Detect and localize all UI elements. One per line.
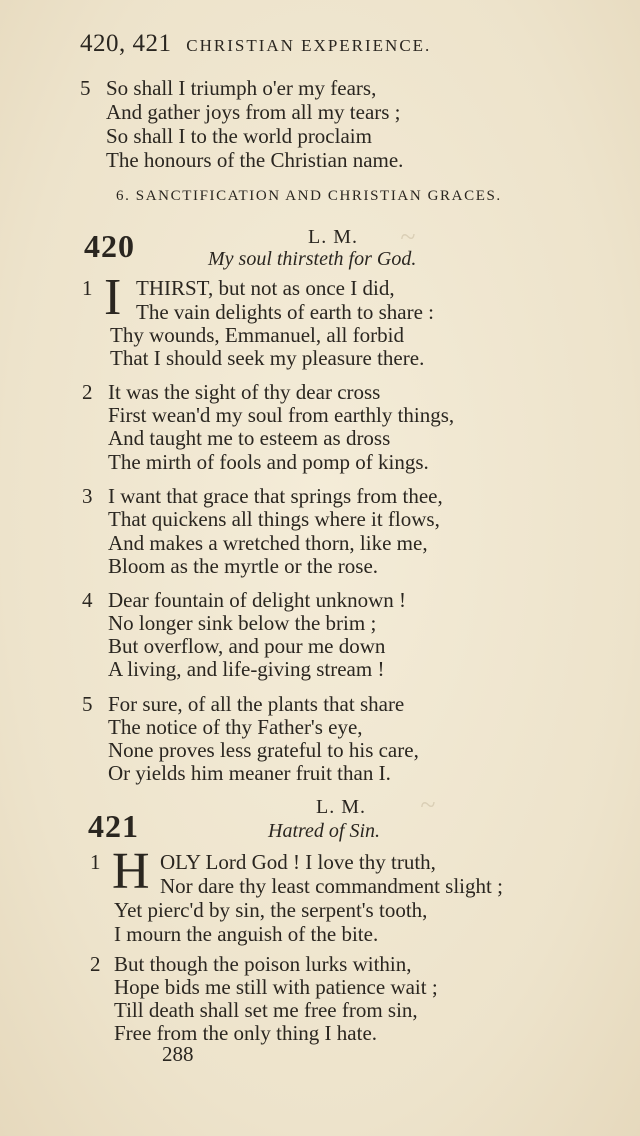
verse-line: It was the sight of thy dear cross [108, 380, 381, 404]
verse-number: 1 [90, 850, 101, 874]
verse-line: A living, and life-giving stream ! [108, 657, 385, 681]
prev-verse-number: 5 [80, 76, 91, 100]
verse-line: But overflow, and pour me down [108, 634, 386, 658]
verse-line: That I should seek my pleasure there. [110, 346, 425, 370]
page-number: 288 [162, 1042, 194, 1066]
ink-smudge: ~ [400, 222, 416, 253]
section-heading: 6. SANCTIFICATION AND CHRISTIAN GRACES. [116, 188, 502, 204]
hymn-meter: L. M. [316, 796, 366, 818]
hymn-number: 421 [88, 808, 139, 844]
verse-line: Or yields him meaner fruit than I. [108, 761, 391, 785]
verse-line: I mourn the anguish of the bite. [114, 922, 379, 946]
verse-number: 5 [82, 692, 93, 716]
drop-cap: I [104, 269, 122, 326]
prev-verse-line: So shall I triumph o'er my fears, [106, 76, 377, 100]
verse-line: Dear fountain of delight unknown ! [108, 588, 407, 612]
hymn-title: My soul thirsteth for God. [208, 248, 417, 270]
running-head-numbers: 420, 421 [80, 30, 172, 57]
hymn-meter: L. M. [308, 226, 358, 248]
verse-line: Free from the only thing I hate. [114, 1021, 378, 1045]
verse-line: But though the poison lurks within, [114, 952, 412, 976]
verse-line: Thy wounds, Emmanuel, all forbid [110, 323, 404, 347]
verse-number: 4 [82, 588, 93, 612]
verse-line: That quickens all things where it flows, [108, 507, 440, 531]
verse-line: The mirth of fools and pomp of kings. [108, 450, 429, 474]
verse-number: 1 [82, 276, 93, 300]
verse-line: No longer sink below the brim ; [108, 611, 377, 635]
ink-smudge: ~ [420, 790, 436, 821]
verse-line: Hope bids me still with patience wait ; [114, 975, 438, 999]
verse-line: Bloom as the myrtle or the rose. [108, 554, 379, 578]
verse-number: 2 [82, 380, 93, 404]
prev-verse-line: The honours of the Christian name. [106, 148, 404, 172]
verse-line: First wean'd my soul from earthly things, [108, 403, 455, 427]
verse-number: 3 [82, 484, 93, 508]
prev-verse-line: And gather joys from all my tears ; [106, 100, 401, 124]
verse-line: And makes a wretched thorn, like me, [108, 531, 428, 555]
verse-line: For sure, of all the plants that share [108, 692, 405, 716]
verse-line: The notice of thy Father's eye, [108, 715, 363, 739]
verse-line: The vain delights of earth to share : [136, 300, 434, 324]
verse-line: I want that grace that springs from thee, [108, 484, 443, 508]
hymn-number: 420 [84, 228, 135, 264]
verse-line: Till death shall set me free from sin, [114, 998, 418, 1022]
verse-line: OLY Lord God ! I love thy truth, [160, 850, 436, 874]
hymn-title: Hatred of Sin. [268, 820, 381, 842]
drop-cap: H [112, 843, 150, 900]
verse-line: Nor dare thy least commandment slight ; [160, 874, 503, 898]
verse-line: THIRST, but not as once I did, [136, 276, 395, 300]
verse-line: None proves less grateful to his care, [108, 738, 419, 762]
running-head-title: CHRISTIAN EXPERIENCE. [186, 36, 432, 55]
verse-line: Yet pierc'd by sin, the serpent's tooth, [114, 898, 428, 922]
verse-number: 2 [90, 952, 101, 976]
running-head [80, 30, 431, 58]
prev-verse-line: So shall I to the world proclaim [106, 124, 372, 148]
verse-line: And taught me to esteem as dross [108, 426, 391, 450]
